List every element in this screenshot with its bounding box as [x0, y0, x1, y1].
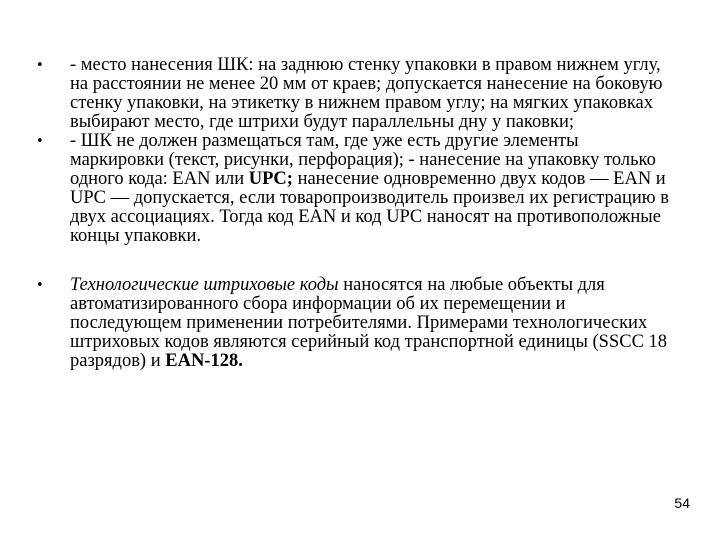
bullet-text-bold-upc: UPC; — [248, 169, 293, 189]
bullet-text-italic-term: Технологические штриховые коды — [70, 275, 339, 295]
bullet-text — [70, 56, 676, 132]
bullet-icon: • — [36, 134, 44, 149]
bullet-text-before: - ШК не должен размещаться там, где уже есть другие элементы маркировки (текст, рисунки, перфорация); - нанесение на упаковку только одного кода: EAN или — [70, 131, 656, 189]
bullet-text-bold-ean128: EAN-128. — [165, 351, 243, 371]
bullet-item-barcode-restrictions — [36, 132, 676, 246]
bullet-item-technological-barcodes — [36, 276, 676, 371]
bullet-text-after: нанесение одновременно двух кодов — EAN и UPC — допускается, если товаропроизводитель произвел их регистрацию в двух ассоциациях. Тогда код EAN и код UPC наносят на противоположные концы упаковки. — [70, 169, 669, 246]
bullet-icon: • — [36, 58, 44, 73]
bullet-list — [36, 56, 676, 371]
bullet-text-after: наносятся на любые объекты для автоматизированного сбора информации об их перемещении и последующем применении потребителями. Примерами технологических штриховых кодов являются серийный код транспортной единицы (SSCC 18 разрядов) и — [70, 275, 668, 371]
bullet-text-main: - место нанесения ШК: на заднюю стенку упаковки в правом нижнем углу, на расстоянии не менее 20 мм от краев; допускается нанесение на боковую стенку упаковки, на этикетку в нижнем правом углу; на мягких упаковках выбирают место, где штрихи будут параллельны дну у паковки; — [70, 55, 663, 132]
bullet-text — [70, 276, 676, 371]
bullet-icon: • — [36, 278, 44, 293]
page-number: 54 — [674, 495, 690, 511]
bullet-text — [70, 132, 676, 246]
bullet-item-barcode-placement — [36, 56, 676, 132]
